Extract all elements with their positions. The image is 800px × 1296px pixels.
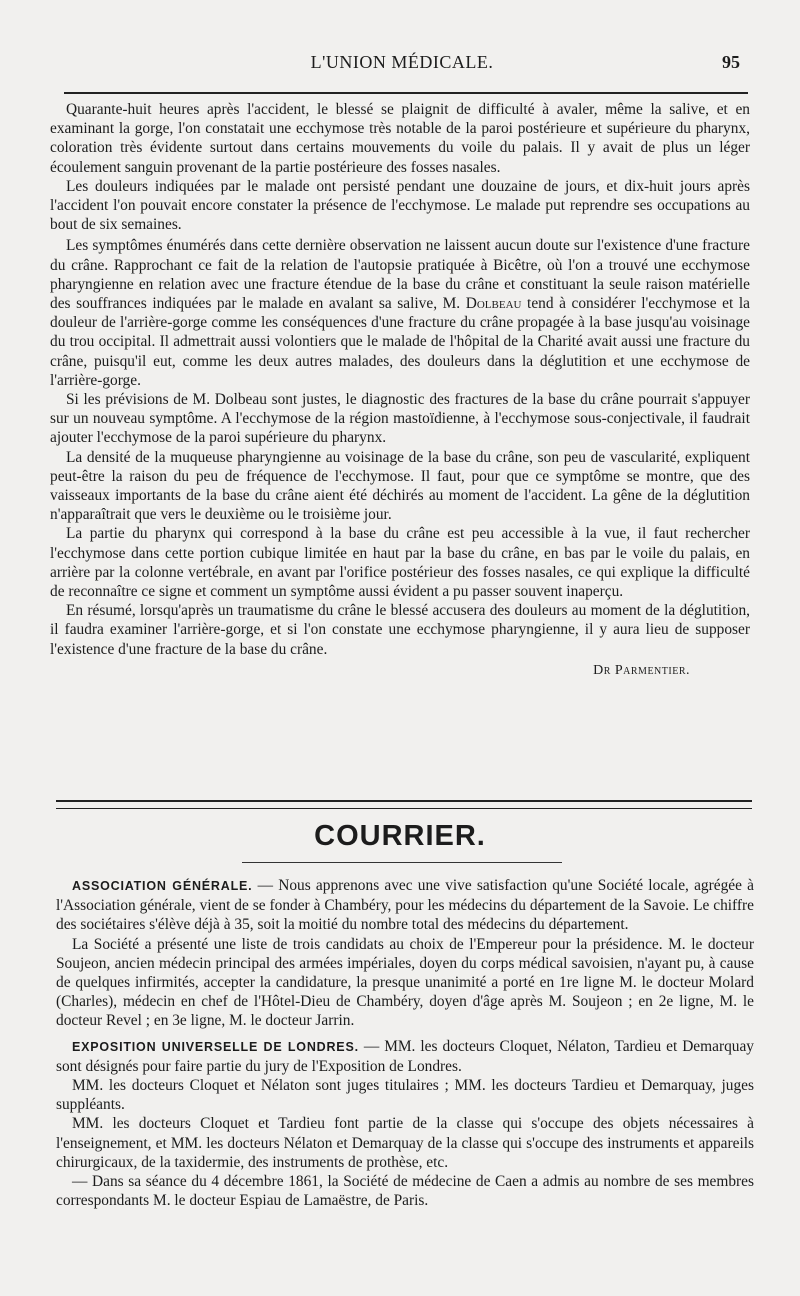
article-paragraph: La densité de la muqueuse pharyngienne au voisinage de la base du crâne, son peu de vascularité, expliquent peut-être la raison du peu de fréquence de l'ecchymose. Il faut, pour que ce symptôme se montre, que des vaisseaux importants de la base du crâne aient été déchirés au moment de l'accident. La gêne de la déglutition n'apparaîtrait que vers le deuxième ou le troisième jour. (50, 448, 750, 524)
article-paragraph: La partie du pharynx qui correspond à la base du crâne est peu accessible à la vue, il faut rechercher l'ecchymose dans cette portion cubique limitée en haut par la base du crâne, en bas par le voile du palais, en arrière par la colonne vertébrale, en avant par l'orifice postérieur des fosses nasales, ce qui explique la difficulté de reconnaître ce signe et comment un symptôme aussi évident a pu passer souvent inaperçu. (50, 525, 750, 601)
news-item-text: — MM. les docteurs Cloquet, Nélaton, Tardieu et Demarquay sont désignés pour faire partie du jury de l'Exposition de Londres. (56, 1037, 754, 1075)
news-item-text: — Nous apprenons avec une vive satisfaction qu'une Société locale, agrégée à l'Association générale, vient de se fonder à Chambéry, pour les médecins du département de la Savoie. Le chiffre des sociétaires s'élève déjà à 35, soit la moitié du nombre total des médecins du département. (56, 877, 754, 934)
section-title-courrier: COURRIER. (314, 820, 486, 852)
article-paragraph: En résumé, lorsqu'après un traumatisme du crâne le blessé accusera des douleurs au moment de la déglutition, il faudra examiner l'arrière-gorge, et si l'on constate une ecchymose pharyngienne, il y aura lieu de supposer l'existence d'une fracture de la base du crâne. (50, 602, 750, 658)
news-item: — Dans sa séance du 4 décembre 1861, la Société de médecine de Caen a admis au nombre de ses membres correspondants M. le docteur Espiau de Lamaëstre, de Paris. (56, 1173, 754, 1210)
article-body (50, 100, 750, 680)
news-item-paragraph: MM. les docteurs Cloquet et Nélaton sont juges titulaires ; MM. les docteurs Tardieu et Demarquay, juges suppléants. (56, 1077, 754, 1114)
running-header (56, 0, 748, 80)
article-paragraph-text: Les symptômes énumérés dans cette dernière observation ne laissent aucun doute sur l'existence d'une fracture du crâne. Rapprochant ce fait de la relation de l'autopsie pratiquée à Bicêtre, où l'on a trouvé une ecchymose pharyngienne en relation avec une fracture étendue de la base du crâne et constituant la seule raison matérielle des souffrances indiquées par le malade en avalant sa salive, M. (50, 237, 750, 313)
article-paragraph-text: tend à considérer l'ecchymose et la douleur de l'arrière-gorge comme les conséquences d'une fracture du crâne propagée à la base jusqu'au voisinage du trou occipital. Il admettrait aussi volontiers que le malade de l'hôpital de la Charité avait aussi une fracture du crâne, puisqu'il eut, comme les deux autres malades, des douleurs dans la déglutition et une ecchymose de l'arrière-gorge. (50, 295, 750, 389)
article-signature: Dr Parmentier. (593, 662, 690, 678)
news-item-paragraph: La Société a présenté une liste de trois candidats au choix de l'Empereur pour la présidence. M. le docteur Soujeon, ancien médecin principal des armées impériales, doyen du corps médical savoisien, n'ayant pu, à cause de quelques infirmités, accepter la candidature, la presque unanimité a porté en 1re ligne M. le docteur Molard (Charles), médecin en chef de l'Hôtel-Dieu de Chambéry, doyen d'âge après M. Soujeon ; en 2e ligne, M. le docteur Revel ; en 3e ligne, M. le docteur Jarrin. (56, 935, 754, 1030)
article-paragraph: Si les prévisions de M. Dolbeau sont justes, le diagnostic des fractures de la base du crâne pourrait s'appuyer sur un nouveau symptôme. A l'ecchymose de la région mastoïdienne, à l'ecchymose sous-conjectivale, il faudrait ajouter l'ecchymose de la paroi supérieure du pharynx. (50, 391, 750, 447)
news-item (56, 876, 754, 935)
article-paragraph: Quarante-huit heures après l'accident, le blessé se plaignit de difficulté à avaler, même la salive, et en examinant la gorge, l'on constatait une ecchymose très notable de la paroi postérieure et supérieure du pharynx, coloration très évidente surtout dans certains mouvements du voile du palais. Il y avait de plus un léger écoulement sanguin provenant de la partie postérieure des fosses nasales. (50, 101, 750, 176)
journal-title: L'UNION MÉDICALE. (310, 52, 494, 72)
courrier-body (56, 876, 754, 1210)
section-divider (56, 800, 752, 809)
news-item-paragraph: MM. les docteurs Cloquet et Tardieu font partie de la classe qui s'occupe des objets nécessaires à l'enseignement, et MM. les docteurs Nélaton et Demarquay de la classe qui s'occupe des instruments et appareils chirurgicaux, de la taxidermie, des instruments de prothèse, etc. (56, 1115, 754, 1171)
header-rule (64, 92, 748, 94)
news-item (56, 1037, 754, 1076)
section-title-rule (242, 862, 562, 863)
page-number: 95 (722, 52, 740, 72)
news-item-heading: ASSOCIATION GÉNÉRALE. (72, 879, 253, 893)
article-paragraph (50, 236, 750, 390)
author-name-dolbeau: Dolbeau (465, 295, 522, 313)
article-paragraph: Les douleurs indiquées par le malade ont persisté pendant une douzaine de jours, et dix-huit jours après l'accident l'on pouvait encore constater la présence de l'ecchymose. Le malade put reprendre ses occupations au bout de six semaines. (50, 177, 750, 234)
news-item-heading: EXPOSITION UNIVERSELLE DE LONDRES. (72, 1039, 359, 1054)
